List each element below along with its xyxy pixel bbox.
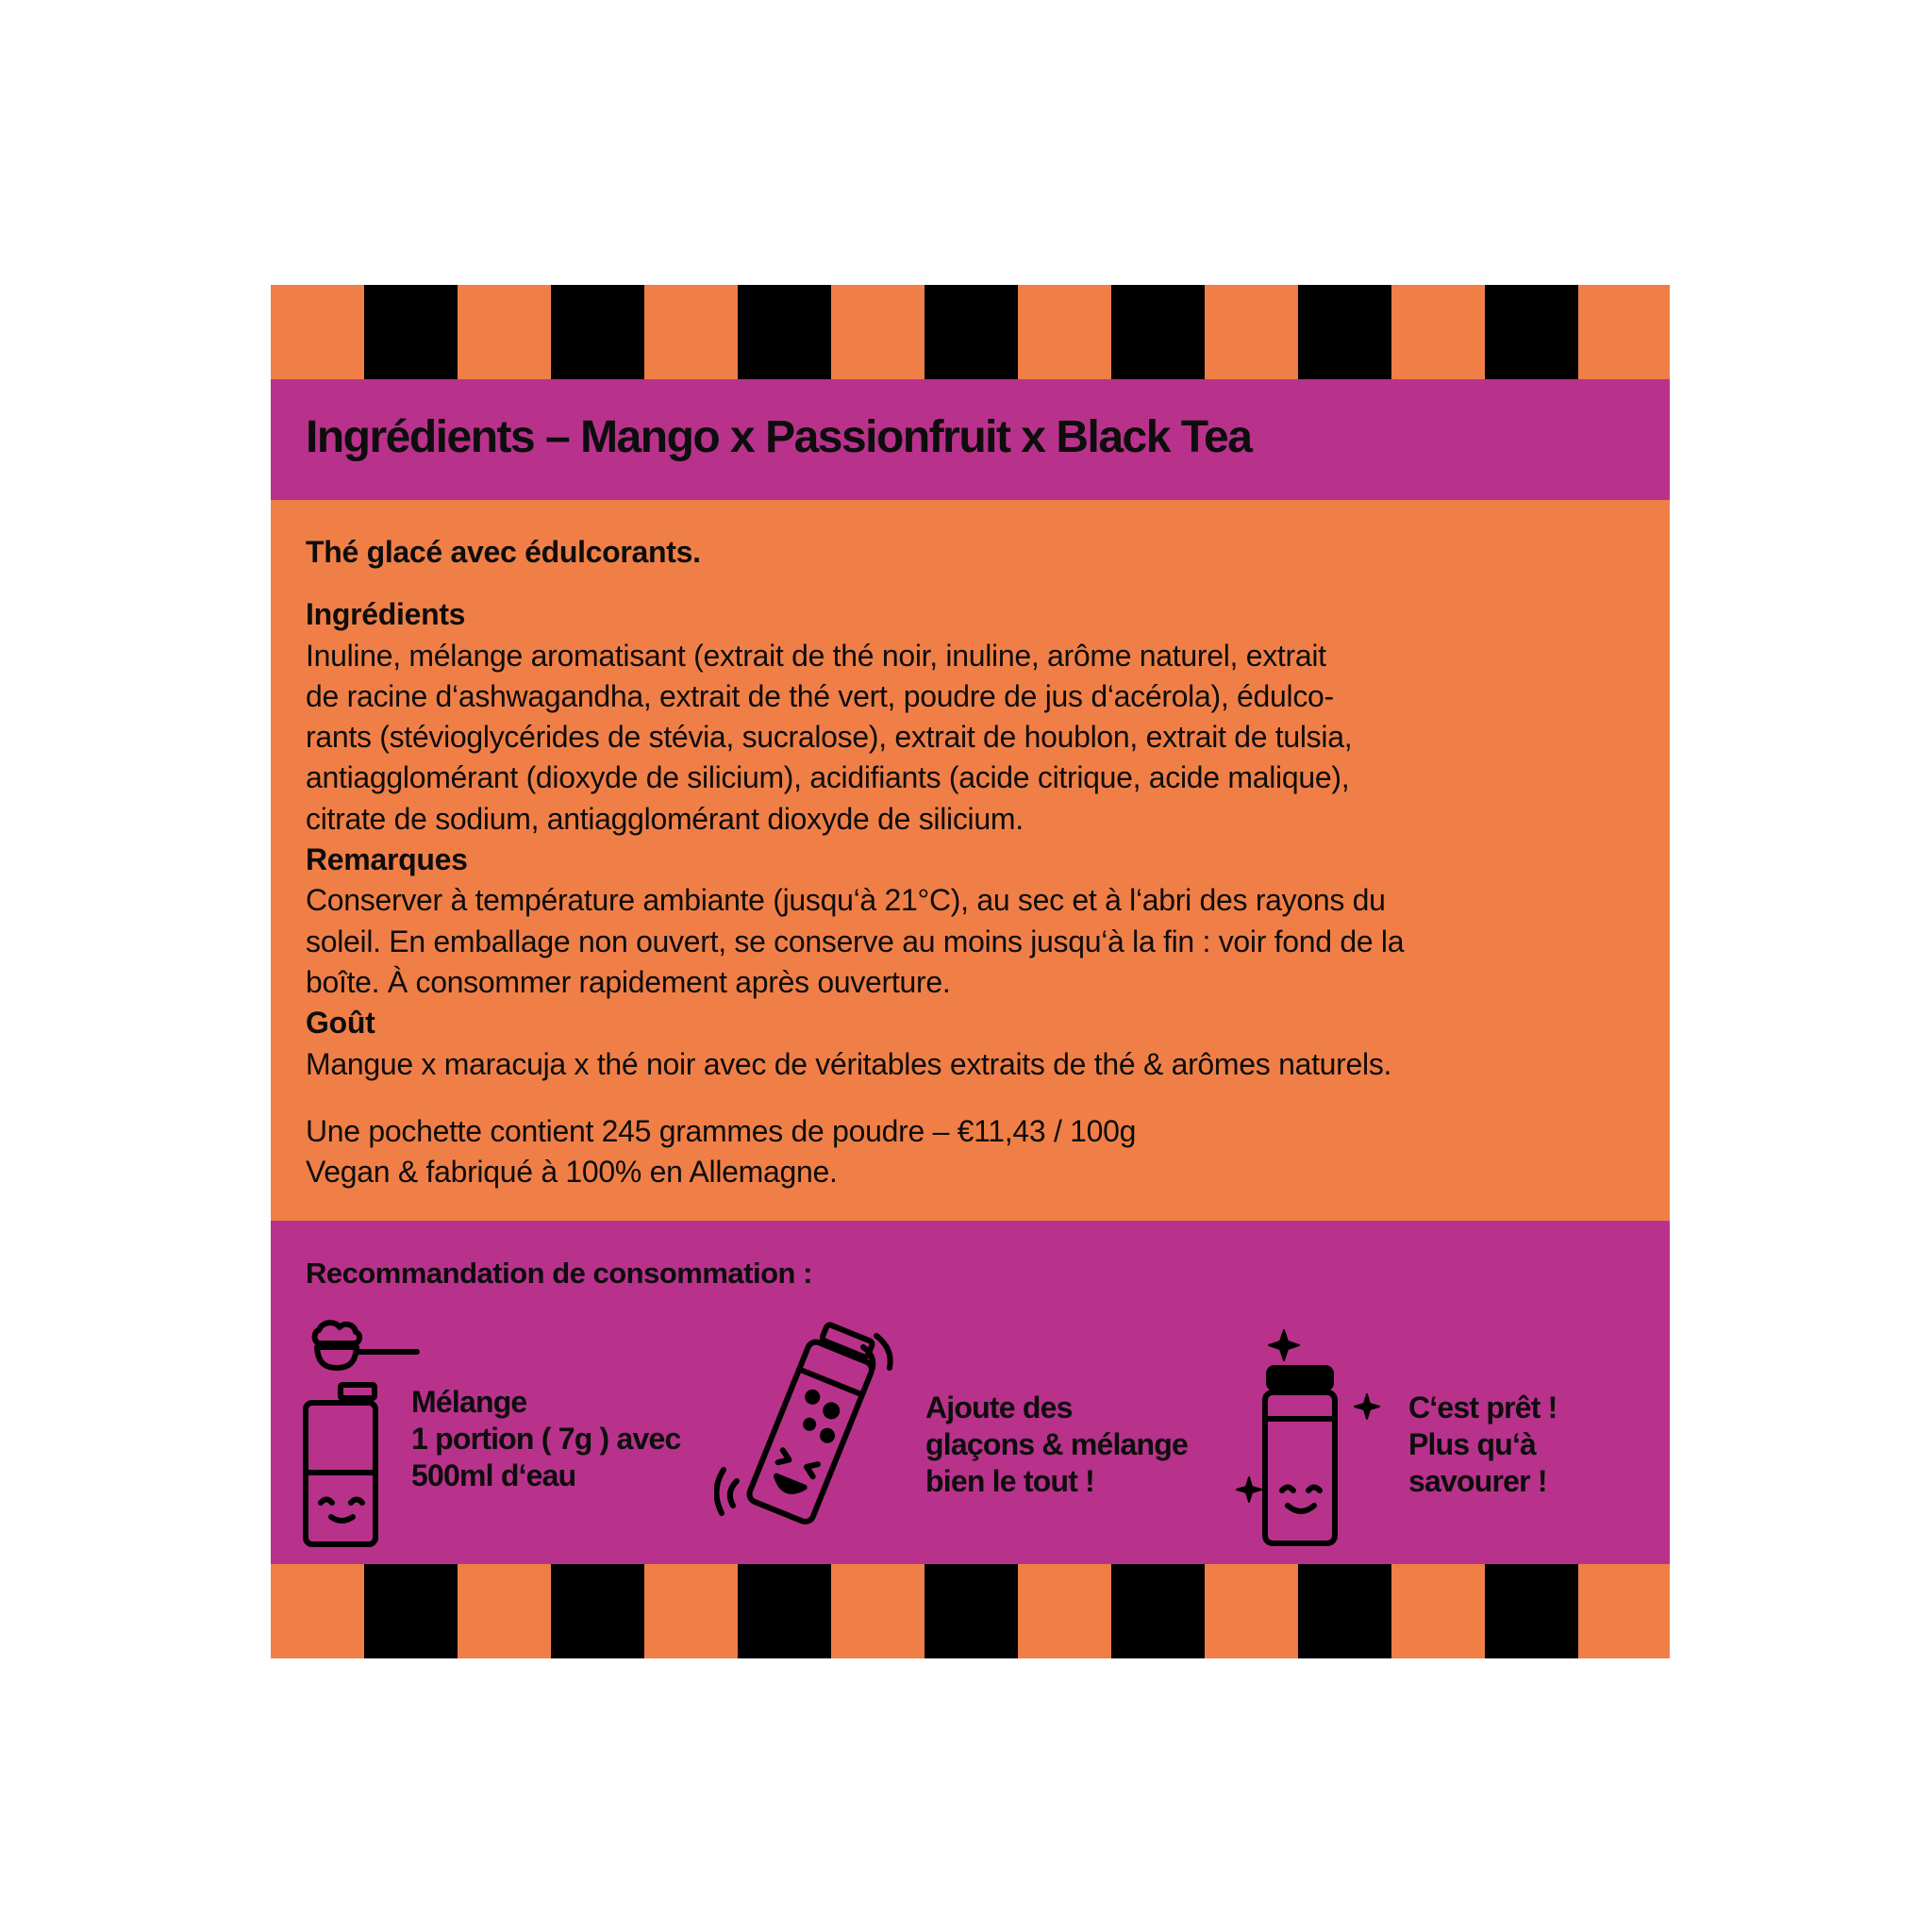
step-ice [925, 1390, 1188, 1500]
taste-line: Mangue x maracuja x thé noir avec de véritables extraits de thé & arômes naturels. [306, 1046, 1392, 1081]
step-ice-line: glaçons & mélange [925, 1427, 1189, 1461]
product-description [306, 532, 1645, 1192]
sparkling-bottle-icon [1233, 1328, 1384, 1551]
step-mix-line: 1 portion ( 7g ) avec [411, 1422, 681, 1456]
step-ice-line: Ajoute des [925, 1391, 1073, 1424]
title-band [271, 379, 1670, 500]
bottom-stripe-border [271, 1564, 1670, 1658]
step-ready [1408, 1390, 1557, 1500]
page-title: Ingrédients – Mango x Passionfruit x Black Tea [306, 412, 1252, 462]
step-ready-line: C‘est prêt ! [1408, 1391, 1557, 1424]
step-mix-line: 500ml d‘eau [411, 1458, 576, 1492]
step-mix [411, 1384, 680, 1494]
step-ready-line: Plus qu‘à [1408, 1427, 1537, 1461]
pack-content-line: Une pochette contient 245 grammes de poudre – €11,43 / 100g [306, 1113, 1137, 1148]
remarks-line: boîte. À consommer rapidement après ouverture. [306, 964, 951, 999]
step-ready-line: savourer ! [1408, 1464, 1547, 1498]
ingredients-line: antiagglomérant (dioxyde de silicium), acidifiants (acide citrique, acide malique), [306, 760, 1350, 795]
step-ice-line: bien le tout ! [925, 1464, 1095, 1498]
ingredients-heading: Ingrédients [306, 597, 466, 632]
vegan-line: Vegan & fabriqué à 100% en Allemagne. [306, 1155, 838, 1190]
recommendation-title: Recommandation de consommation : [306, 1257, 812, 1290]
ingredients-line: de racine d‘ashwagandha, extrait de thé vert, poudre de jus d‘acérola), édulco- [306, 678, 1334, 713]
taste-heading: Goût [306, 1006, 375, 1041]
remarks-line: Conserver à température ambiante (jusqu‘à 21°C), au sec et à l‘abri des rayons du [306, 883, 1386, 918]
ingredients-line: citrate de sodium, antiagglomérant dioxyde de silicium. [306, 801, 1024, 836]
step-mix-line: Mélange [411, 1385, 527, 1419]
top-stripe-border [271, 285, 1670, 379]
ingredients-line: Inuline, mélange aromatisant (extrait de thé noir, inuline, arôme naturel, extrait [306, 638, 1326, 673]
ingredients-line: rants (stévioglycérides de stévia, sucralose), extrait de houblon, extrait de tulsia, [306, 720, 1353, 755]
recommendation-band [271, 1221, 1670, 1564]
remarks-line: soleil. En emballage non ouvert, se conserve au moins jusqu‘à la fin : voir fond de la [306, 924, 1405, 958]
shaking-bottle-icon [714, 1319, 912, 1536]
remarks-heading: Remarques [306, 842, 468, 877]
product-intro: Thé glacé avec édulcorants. [306, 535, 701, 569]
product-info-card [271, 285, 1670, 1658]
